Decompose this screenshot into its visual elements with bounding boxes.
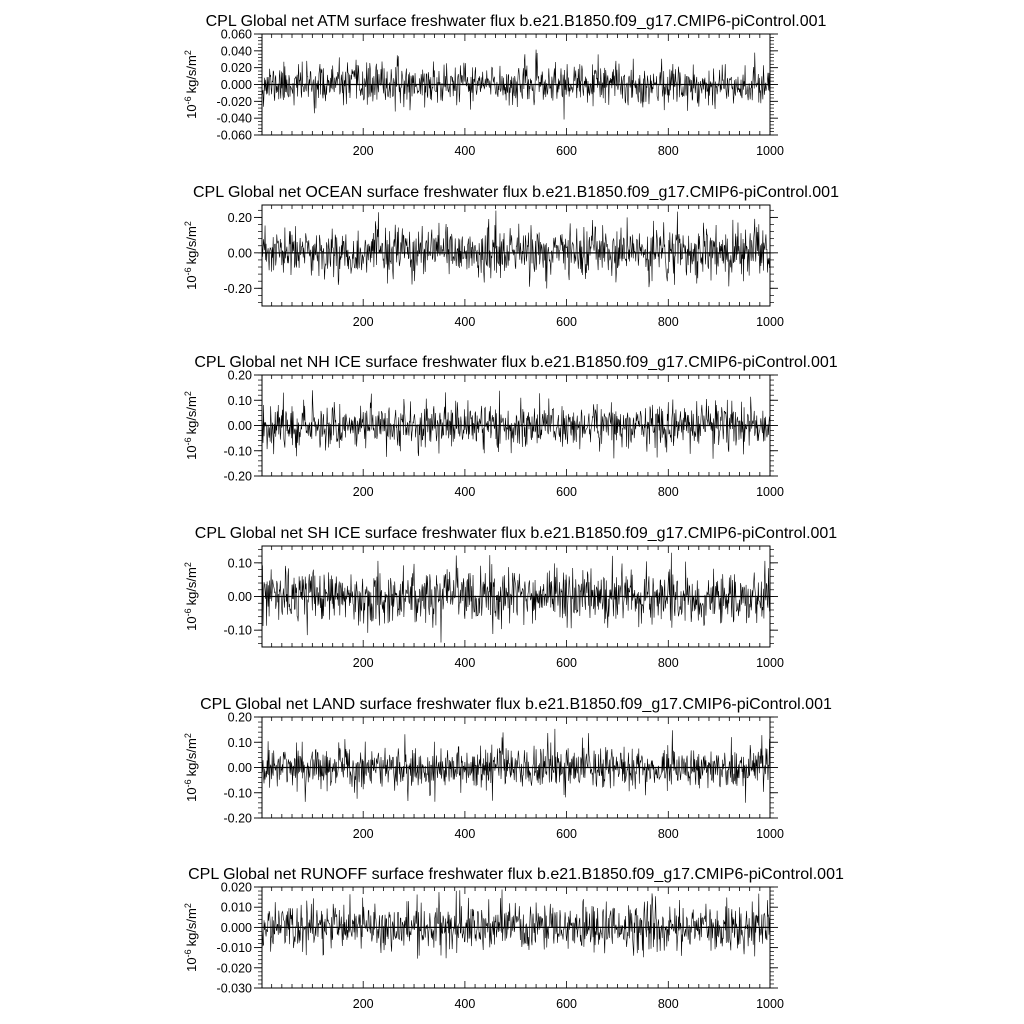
y-tick-label: 0.10 [227,393,252,408]
x-tick-label: 800 [657,997,679,1011]
x-tick-label: 200 [352,485,374,499]
y-label-unit: kg/s/m [184,226,199,265]
panel-title: CPL Global net ATM surface freshwater flux b.e21.B1850.f09_g17.CMIP6-piControl.001 [205,13,827,30]
y-label-unit: kg/s/m [184,738,199,777]
y-tick-label: -0.10 [223,623,252,638]
x-tick-label: 200 [352,827,374,841]
y-tick-label: -0.20 [223,811,252,826]
y-label-base: 10 [184,957,199,972]
x-tick-label: 1000 [756,997,784,1011]
y-label-unit-exponent: 2 [183,733,193,739]
y-label-unit: kg/s/m [184,908,199,947]
x-tick-label: 200 [352,144,374,158]
y-label-exponent: -6 [183,96,193,105]
y-axis-label [183,221,199,290]
x-tick-label: 1000 [756,827,784,841]
y-tick-label: 0.000 [220,78,252,92]
y-tick-label: -0.030 [216,981,252,996]
x-tick-label: 400 [454,144,476,158]
x-tick-label: 600 [556,485,578,499]
x-tick-label: 600 [556,315,578,329]
y-label-unit-exponent: 2 [183,50,193,56]
panel-title: CPL Global net SH ICE surface freshwater flux b.e21.B1850.f09_g17.CMIP6-piControl.001 [194,525,838,542]
x-tick-label: 200 [352,997,374,1011]
x-tick-label: 1000 [756,656,784,670]
y-label-base: 10 [184,445,199,460]
x-tick-label: 400 [454,485,476,499]
x-tick-label: 800 [657,144,679,158]
y-tick-label: 0.020 [220,880,252,895]
x-tick-label: 400 [454,827,476,841]
y-axis-label [183,391,199,460]
x-tick-label: 1000 [756,144,784,158]
y-tick-label: 0.00 [227,761,252,775]
y-axis-label [183,903,199,972]
x-tick-label: 200 [352,315,374,329]
y-label-base: 10 [184,787,199,802]
y-label-unit: kg/s/m [184,55,199,94]
y-tick-label: 0.20 [227,210,252,225]
x-tick-label: 400 [454,315,476,329]
x-tick-label: 800 [657,827,679,841]
y-label-exponent: -6 [183,608,193,617]
x-tick-label: 600 [556,827,578,841]
y-label-unit-exponent: 2 [183,391,193,397]
x-tick-label: 800 [657,485,679,499]
y-label-base: 10 [184,104,199,119]
y-label-exponent: -6 [183,267,193,276]
y-label-unit-exponent: 2 [183,903,193,909]
panel-title: CPL Global net LAND surface freshwater flux b.e21.B1850.f09_g17.CMIP6-piControl.001 [200,696,832,713]
y-tick-label: 0.010 [220,900,252,915]
y-tick-label: -0.20 [223,281,252,296]
y-tick-label: 0.040 [220,44,252,59]
y-tick-label: 0.10 [227,735,252,750]
x-tick-label: 200 [352,656,374,670]
y-label-exponent: -6 [183,949,193,958]
x-tick-label: 800 [657,656,679,670]
x-tick-label: 1000 [756,485,784,499]
y-label-base: 10 [184,275,199,290]
panel-title: CPL Global net RUNOFF surface freshwater flux b.e21.B1850.f09_g17.CMIP6-piControl.001 [188,866,844,883]
y-tick-label: 0.20 [227,710,252,725]
y-label-exponent: -6 [183,779,193,788]
y-axis-label [183,733,199,802]
y-tick-label: -0.040 [216,111,252,126]
x-tick-label: 600 [556,997,578,1011]
y-tick-label: 0.060 [220,27,252,42]
y-tick-label: -0.20 [223,469,252,484]
y-tick-label: 0.10 [227,556,252,571]
y-tick-label: 0.000 [220,920,252,935]
y-label-unit-exponent: 2 [183,221,193,227]
y-label-exponent: -6 [183,437,193,446]
y-tick-label: -0.010 [216,941,252,956]
y-label-unit-exponent: 2 [183,562,193,568]
x-tick-label: 600 [556,144,578,158]
y-tick-label: -0.060 [216,128,252,143]
y-axis-label [183,50,199,119]
y-tick-label: 0.20 [227,368,252,383]
x-tick-label: 400 [454,656,476,670]
y-label-unit: kg/s/m [184,567,199,606]
y-tick-label: -0.10 [223,444,252,459]
y-label-base: 10 [184,616,199,631]
x-tick-label: 400 [454,997,476,1011]
y-tick-label: 0.00 [227,246,252,261]
y-axis-label [183,562,199,631]
y-tick-label: -0.020 [216,94,252,109]
y-tick-label: 0.00 [227,590,252,604]
x-tick-label: 600 [556,656,578,670]
y-label-unit: kg/s/m [184,396,199,435]
panel-title: CPL Global net NH ICE surface freshwater flux b.e21.B1850.f09_g17.CMIP6-piControl.001 [194,354,838,371]
x-tick-label: 800 [657,315,679,329]
y-tick-label: -0.10 [223,786,252,801]
y-tick-label: 0.020 [220,61,252,76]
x-tick-label: 1000 [756,315,784,329]
y-tick-label: -0.020 [216,961,252,976]
panel-title: CPL Global net OCEAN surface freshwater flux b.e21.B1850.f09_g17.CMIP6-piControl.001 [193,184,839,201]
y-tick-label: 0.00 [227,419,252,433]
